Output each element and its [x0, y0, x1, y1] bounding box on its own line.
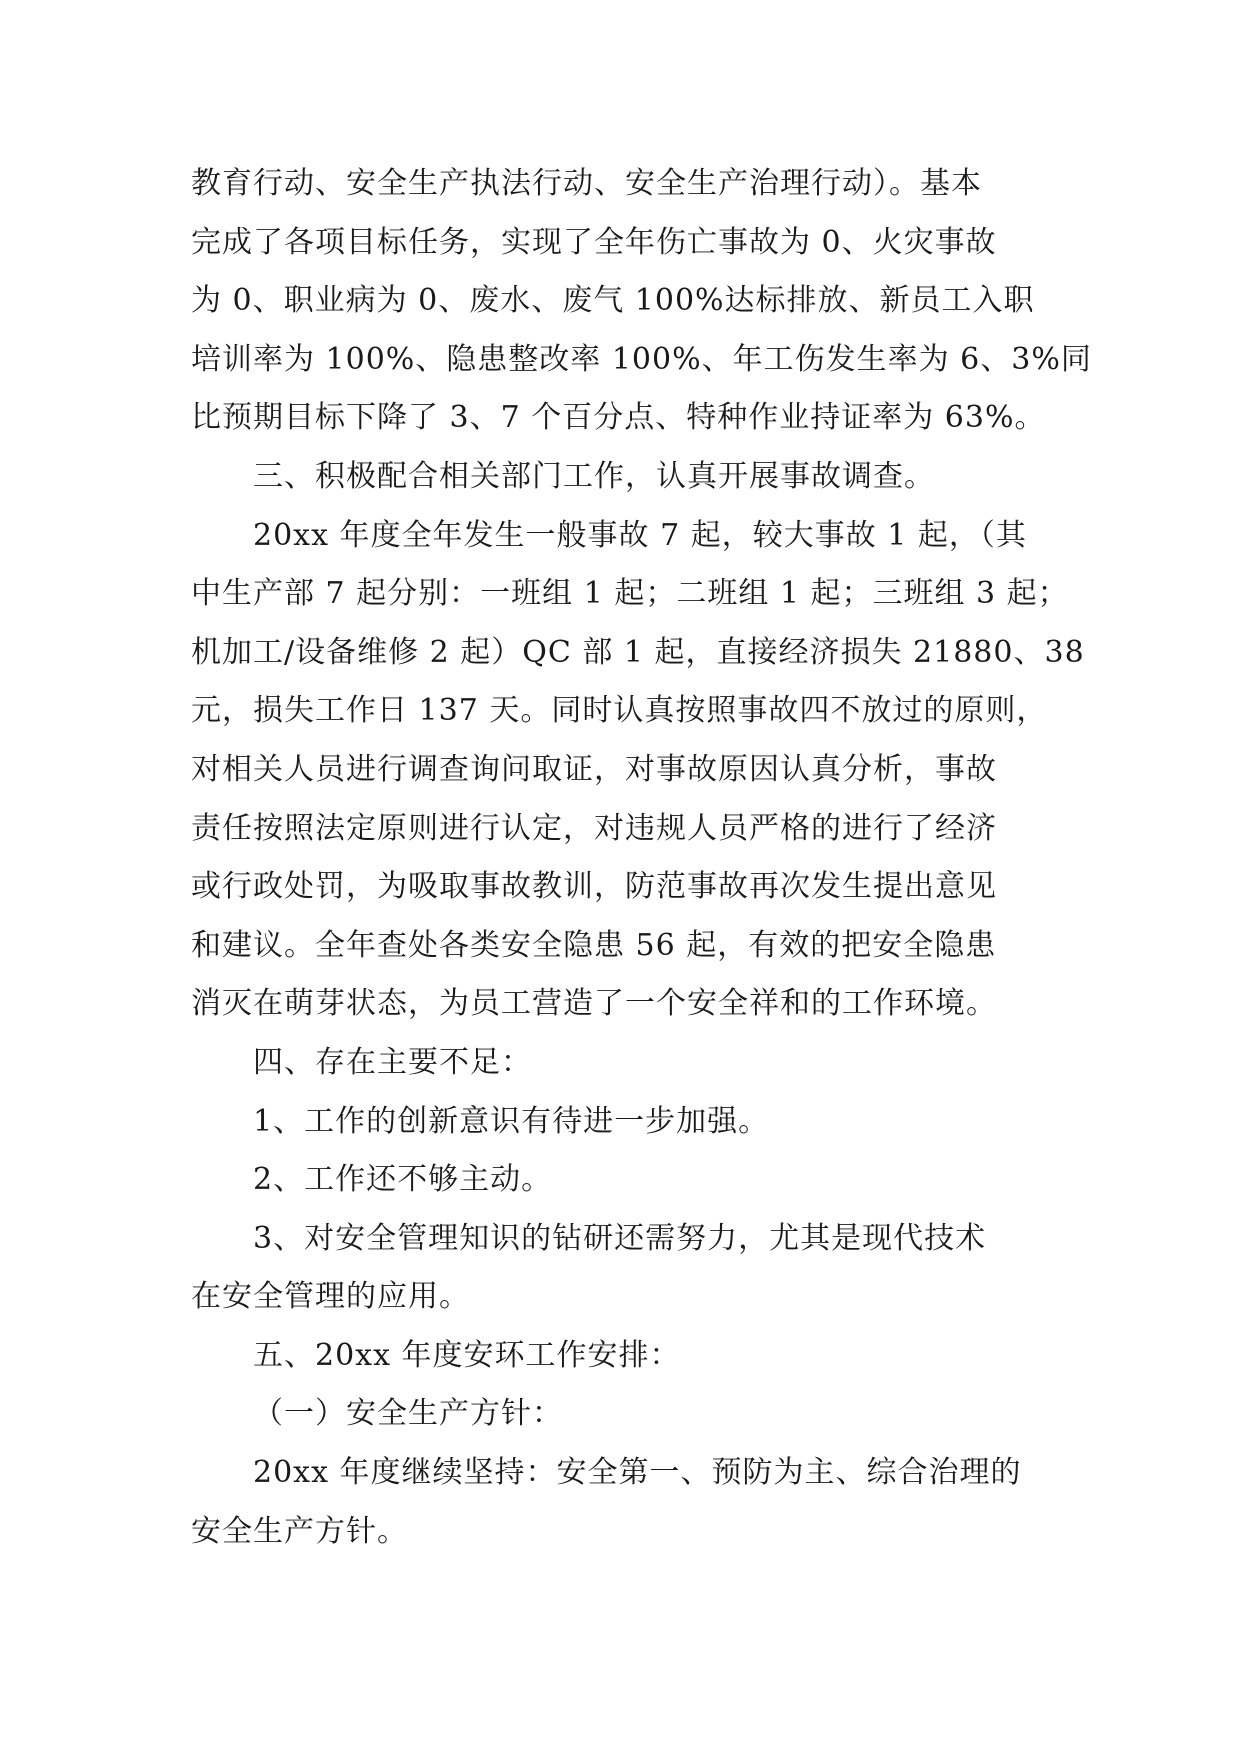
paragraph-start: 20xx 年度全年发生一般事故 7 起，较大事故 1 起，（其: [253, 517, 1027, 553]
paragraph-start: 20xx 年度继续坚持：安全第一、预防为主、综合治理的: [253, 1455, 1022, 1491]
text-line: 消灭在萌芽状态，为员工营造了一个安全祥和的工作环境。: [191, 986, 997, 1022]
text-line: 完成了各项目标任务，实现了全年伤亡事故为 0、火灾事故: [191, 224, 997, 260]
text-line: 中生产部 7 起分别：一班组 1 起；二班组 1 起；三班组 3 起；: [191, 576, 1069, 612]
text-line: 和建议。全年查处各类安全隐患 56 起，有效的把安全隐患: [191, 927, 997, 963]
text-line: 元，损失工作日 137 天。同时认真按照事故四不放过的原则，: [191, 693, 1048, 729]
document-body: [191, 155, 1092, 1561]
text-line: 在安全管理的应用。: [191, 1279, 470, 1315]
list-item: 3、对安全管理知识的钻研还需努力，尤其是现代技术: [253, 1220, 987, 1256]
list-item: 1、工作的创新意识有待进一步加强。: [253, 1103, 770, 1139]
text-line: 比预期目标下降了 3、7 个百分点、特种作业持证率为 63%。: [191, 400, 1046, 436]
section-heading: 五、20xx 年度安环工作安排：: [253, 1337, 681, 1373]
subsection-heading: （一）安全生产方针：: [253, 1396, 563, 1432]
text-line: 机加工/设备维修 2 起）QC 部 1 起，直接经济损失 21880、38: [191, 634, 1085, 670]
section-heading: 三、积极配合相关部门工作，认真开展事故调查。: [253, 458, 935, 494]
text-line: 责任按照法定原则进行认定，对违规人员严格的进行了经济: [191, 810, 997, 846]
text-line: 或行政处罚，为吸取事故教训，防范事故再次发生提出意见: [191, 869, 997, 905]
text-line: 对相关人员进行调查询问取证，对事故原因认真分析，事故: [191, 751, 997, 787]
text-line: 教育行动、安全生产执法行动、安全生产治理行动）。基本: [191, 166, 982, 201]
text-line: 培训率为 100%、隐患整改率 100%、年工伤发生率为 6、3%同: [191, 341, 1092, 377]
list-item: 2、工作还不够主动。: [253, 1162, 553, 1198]
text-line: 为 0、职业病为 0、废水、废气 100%达标排放、新员工入职: [191, 283, 1035, 319]
section-heading: 四、存在主要不足：: [253, 1044, 532, 1080]
text-line: 安全生产方针。: [191, 1513, 408, 1549]
